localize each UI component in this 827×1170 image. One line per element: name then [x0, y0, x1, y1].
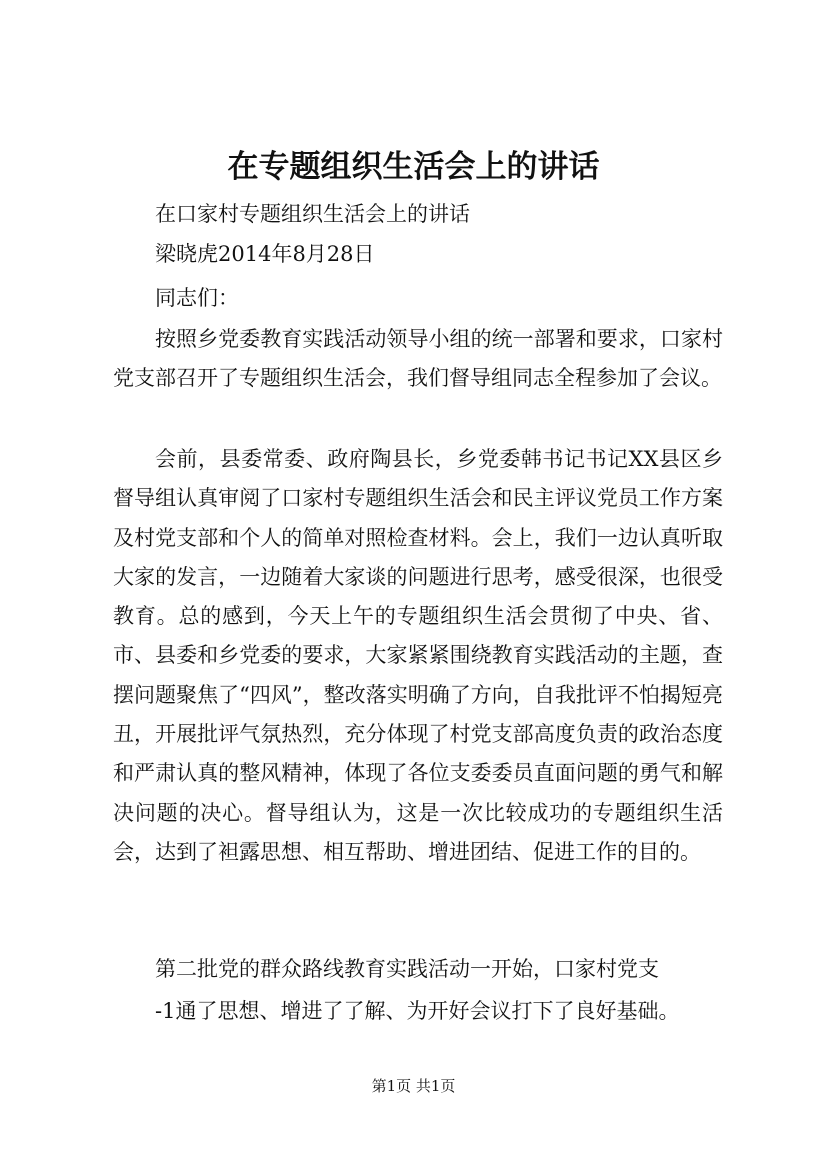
- paragraph-2: 会前，县委常委、政府陶县长，乡党委韩书记书记XX县区乡督导组认真审阅了口家村专题组织生活会和民主评议党员工作方案及村党支部和个人的简单对照检查材料。会上，我们一边认真听取大家的发言，一边随着大家谈的问题进行思考，感受很深，也很受教育。总的感到，今天上午的专题组织生活会贯彻了中央、省、市、县委和乡党委的要求，大家紧紧围绕教育实践活动的主题，查摆问题聚焦了“四风”，整改落实明确了方向，自我批评不怕揭短亮丑，开展批评气氛热烈，充分体现了村党支部高度负责的政治态度和严肃认真的整风精神，体现了各位支委委员直面问题的勇气和解决问题的决心。督导组认为，这是一次比较成功的专题组织生活会，达到了袒露思想、相互帮助、增进团结、促进工作的目的。: [113, 447, 723, 864]
- paragraph-1: 按照乡党委教育实践活动领导小组的统一部署和要求，口家村党支部召开了专题组织生活会，我们督导组同志全程参加了会议。: [113, 327, 723, 391]
- author-date: 梁晓虎2014年8月28日: [155, 242, 375, 266]
- salutation: 同志们：: [155, 286, 239, 310]
- page-footer: 第1页 共1页: [371, 1077, 456, 1095]
- document-title: 在专题组织生活会上的讲话: [227, 149, 600, 185]
- last-line: -1通了思想、增进了了解、为开好会议打下了良好基础。: [155, 999, 680, 1023]
- document-subtitle: 在口家村专题组织生活会上的讲话: [155, 202, 470, 226]
- paragraph-3: 第二批党的群众路线教育实践活动一开始，口家村党支: [155, 957, 659, 981]
